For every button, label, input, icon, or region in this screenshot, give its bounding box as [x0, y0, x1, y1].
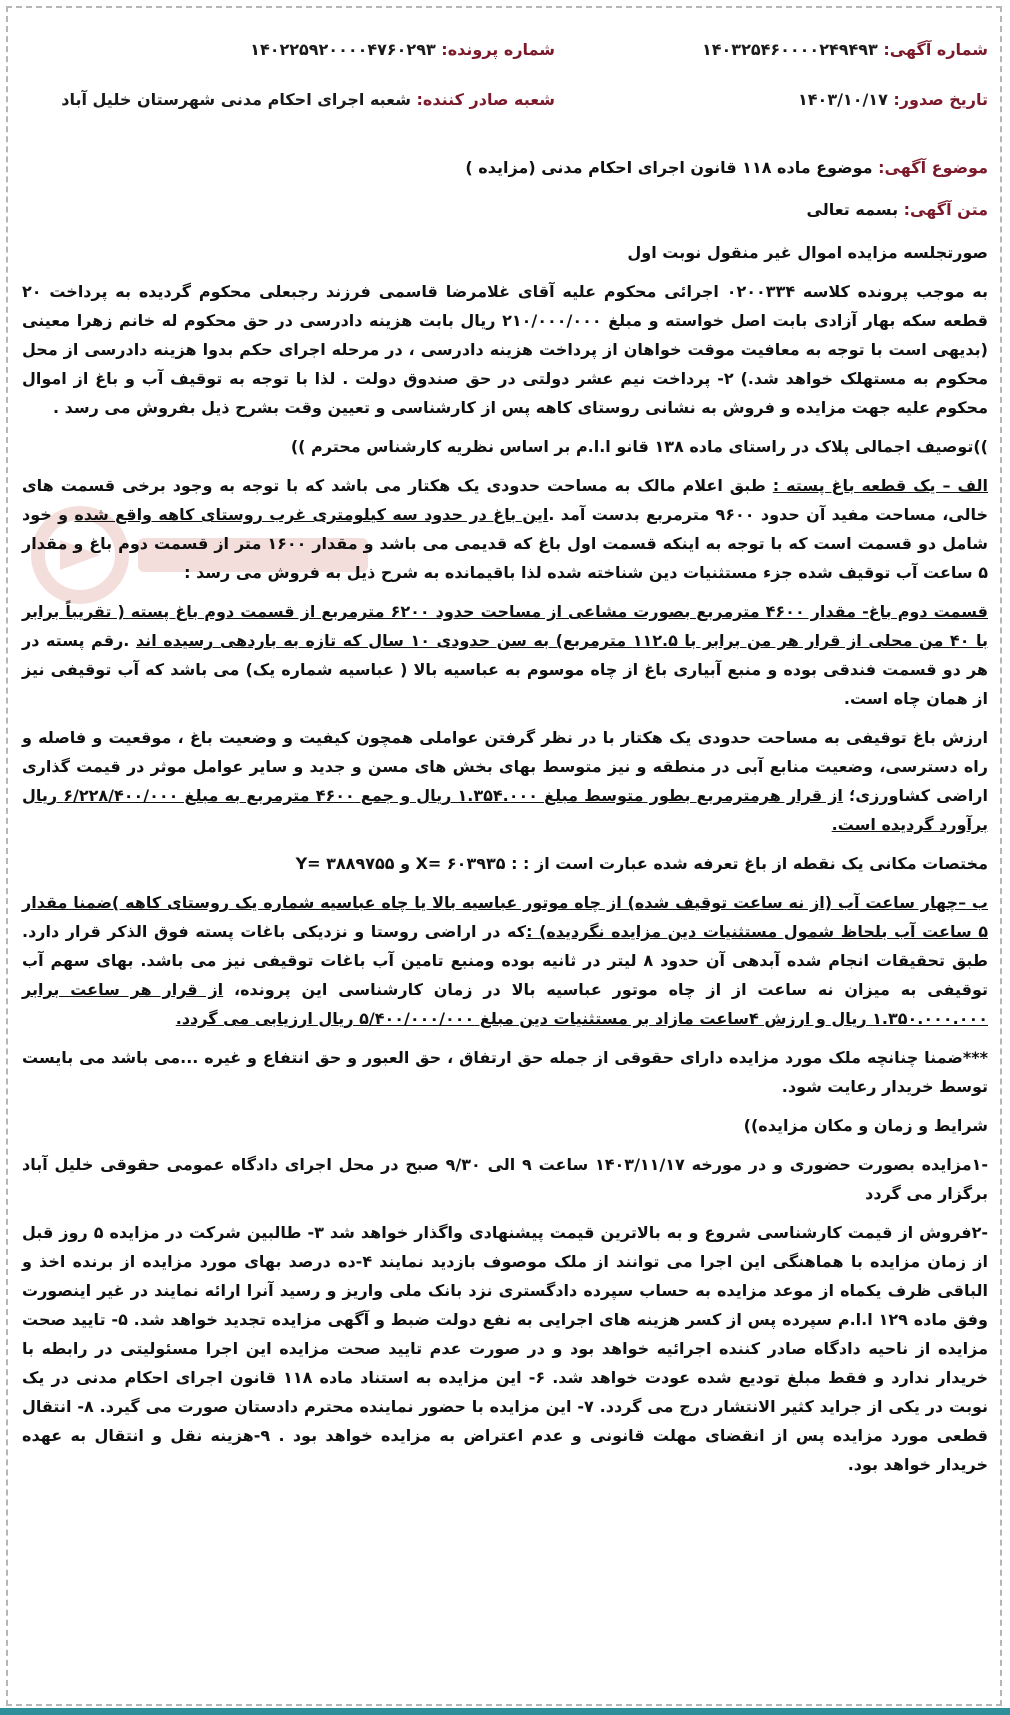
case-number-value: ۱۴۰۲۲۵۹۲۰۰۰۰۴۷۶۰۲۹۳: [250, 40, 436, 59]
section-a: [22, 471, 988, 587]
section-a-location: این باغ در حدود سه کیلومتری غرب روستای کاهه واقع شده: [74, 505, 549, 524]
second-part-rest: .رقم پسته در هر دو قسمت فندقی بوده و منبع آبیاری باغ از چاه موسوم به عباسیه بالا ( عباسیه شماره یک) می باشد که آب توقیفی نیز از همان چاه است.: [22, 631, 988, 708]
section-b-text: که در اراضی روستا و نزدیکی باغات پسته فوق الذکر قرار دارد. طبق تحقیقات انجام شده آبدهی آن حدود ۸ لیتر در ثانیه بوده ومنبع تامین آب باغات توقیفی نیز می باشد. بهای سهم آب توقیفی به میزان نه ساعت از از چاه موتور عباسیه بالا در زمان کارشناسی این پرونده،: [22, 922, 989, 999]
case-number-label: شماره پرونده:: [441, 40, 555, 59]
notice-subject: [465, 158, 988, 177]
description-heading: ))توصیف اجمالی پلاک در راستای ماده ۱۳۸ قانو ا.ا.م بر اساس نظریه کارشناس محترم )): [290, 437, 988, 456]
valuation-text: ارزش باغ توقیفی به مساحت حدودی یک هکتار با در نظر گرفتن عواملی همچون کیفیت و وضعیت باغ ، موقعیت و فاصله و راه دسترسی، وضعیت منابع آبی در منطقه و نیز متوسط بهای بخش های مسن و جدید و سایر عوامل موثر در قیمت گذاری اراضی کشاورزی؛: [22, 728, 989, 805]
issuing-branch-value: شعبه اجرای احکام مدنی شهرستان خلیل آباد: [61, 90, 411, 109]
section-a-text1: طبق اعلام مالک به مساحت حدودی یک هکتار می باشد که با توجه به وجود برخی قسمت های خالی، مساحت مفید آن حدود ۹۶۰۰ مترمربع بدست آمد .: [22, 476, 989, 524]
issue-date-label: تاریخ صدور:: [893, 90, 988, 109]
issue-date: [798, 90, 988, 109]
notice-number-label: شماره آگهی:: [883, 40, 988, 59]
bottom-bar: [0, 1708, 1010, 1715]
coordinates: مختصات مکانی یک نقطه از باغ تعرفه شده عبارت است از : : X= ۶۰۳۹۳۵ و Y= ۳۸۸۹۷۵۵: [295, 854, 988, 873]
valuation-amount: از قرار هرمترمربع بطور متوسط مبلغ ۱.۳۵۴.۰۰۰ ریال و جمع ۴۶۰۰ مترمربع به مبلغ ۶/۲۲۸/۴۰۰/۰۰۰ ریال برآورد گردیده است.: [22, 786, 988, 834]
section-b: [22, 888, 988, 1033]
issuing-branch: [61, 90, 555, 109]
notice-body: [22, 238, 988, 1489]
conditions-heading: شرایط و زمان و مکان مزایده)): [743, 1116, 988, 1135]
case-number: [250, 40, 555, 59]
section-a-lead: الف – یک قطعه باغ پسته :: [772, 476, 988, 495]
notice-subject-value: موضوع ماده ۱۱۸ قانون اجرای احکام مدنی (مزایده ): [465, 158, 873, 177]
second-part: [22, 597, 988, 713]
valuation-paragraph: [22, 723, 988, 839]
body-title: صورتجلسه مزایده اموال غیر منقول نوبت اول: [627, 243, 988, 262]
condition-2: -۲فروش از قیمت کارشناسی شروع و به بالاترین قیمت پیشنهادی واگذار خواهد شد ۳- طالبین شرکت در مزایده ۵ روز قبل از زمان مزایده با هماهنگی این اجرا می توانند از ملک موصوف بازدید نمایند ۴-ده درصد بهای مورد مزایده از برنده اخذ و الباقی ظرف یکماه از موعد مزایده به حساب سپرده دادگستری نزد بانک ملی واریز و رسید آنرا ارائه نمایند در غیر اینصورت وفق ماده ۱۲۹ ا.ا.م سپرده پس از کسر هزینه های اجرایی به نفع دولت ضبط و آگهی مزایده تجدید خواهد شد. ۵- تایید صحت مزایده از ناحیه دادگاه صادر کننده اجرائیه خواهد بود و در صورت عدم تایید صحت مزایده این اجرا مسئولیتی در رابطه با خریدار ندارد و فقط مبلغ تودیع شده عودت خواهد شد. ۶- این مزایده به استناد ماده ۱۱۸ قانون اجرای احکام مدنی در یک نوبت در یکی از جراید کثیر الانتشار درج می گردد. ۷- این مزایده با حضور نماینده محترم دادستان صورت می گیرد. ۸- انتقال قطعی مورد مزایده پس از انقضای مهلت قانونی و عدم اعتراض به مزایده خواهد بود . ۹-هزینه نقل و انتقال به عهده خریدار خواهد بود.: [22, 1223, 989, 1474]
body-paragraph-intro: به موجب پرونده کلاسه ۰۲۰۰۳۳۴ اجرائی محکوم علیه آقای غلامرضا قاسمی فرزند رجبعلی محکوم گردیده به پرداخت ۲۰ قطعه سکه بهار آزادی بابت اصل خواسته و مبلغ ۲۱۰/۰۰۰/۰۰۰ ریال بابت هزینه دادرسی در حق محکوم له خانم زهرا معینی (بدیهی است با توجه به معافیت موقت خواهان از پرداخت هزینه دادرسی ، در مرحله اجرای حکم بدوا هزینه دادرسی از محل محکوم به مستهلک خواهد شد.) ۲- پرداخت نیم عشر دولتی در حق صندوق دولت . لذا با توجه به توقیف آب و باغ از اموال محکوم علیه جهت مزایده و فروش به نشانی روستای کاهه پس از کارشناسی و تعیین وقت بشرح ذیل بفروش می رسد .: [22, 282, 989, 417]
section-a-text2: و خود شامل دو قسمت است که با توجه به اینکه قسمت اول باغ که قدیمی می باشد و مقدار ۱۶۰۰ متر از قسمت دوم باغ و مقدار ۵ ساعت آب توقیف شده جزء مستثنیات دین شناخته شده لذا باقیمانده به شرح ذیل به فروش می رسد :: [22, 505, 988, 582]
notice-number: [702, 40, 988, 59]
condition-1: -۱مزایده بصورت حضوری و در مورخه ۱۴۰۳/۱۱/۱۷ ساعت ۹ الی ۹/۳۰ صبح در محل اجرای دادگاه عمومی حقوقی خلیل آباد برگزار می گردد: [22, 1155, 989, 1203]
rights-note: ***ضمنا چنانچه ملک مورد مزایده دارای حقوقی از جمله حق ارتفاق ، حق العبور و حق انتفاع و غیره ...می باشد می بایست توسط خریدار رعایت شود.: [22, 1048, 988, 1096]
second-part-underlined: قسمت دوم باغ- مقدار ۴۶۰۰ مترمربع بصورت مشاعی از مساحت حدود ۶۲۰۰ مترمربع از قسمت دوم باغ پسته ( تقریباً برابر با ۴۰ من محلی از قرار هر من برابر با ۱۱۲.۵ مترمربع) به سن حدودی ۱۰ سال که تازه به باردهی رسیده اند: [22, 602, 989, 650]
notice-subject-label: موضوع آگهی:: [878, 158, 988, 177]
notice-text-row: [807, 200, 988, 219]
notice-number-value: ۱۴۰۳۲۵۴۶۰۰۰۰۲۴۹۴۹۳: [702, 40, 878, 59]
section-b-value: از قرار هر ساعت برابر ۱.۳۵۰.۰۰۰.۰۰۰ ریال و ارزش ۴ساعت مازاد بر مستثنیات دین مبلغ ۵/۴۰۰/۰۰۰/۰۰۰ ریال ارزیابی می گردد.: [22, 980, 988, 1028]
section-b-lead: ب –چهار ساعت آب (از نه ساعت توقیف شده) از چاه موتور عباسیه بالا یا چاه عباسیه شماره یک روستای کاهه )ضمنا مقدار ۵ ساعت آب بلحاظ شمول مستثنیات دین مزایده نگردیده) :: [22, 893, 989, 941]
notice-text-value: بسمه تعالی: [806, 200, 899, 219]
issuing-branch-label: شعبه صادر کننده:: [416, 90, 555, 109]
issue-date-value: ۱۴۰۳/۱۰/۱۷: [798, 90, 888, 109]
notice-text-label: متن آگهی:: [903, 200, 988, 219]
